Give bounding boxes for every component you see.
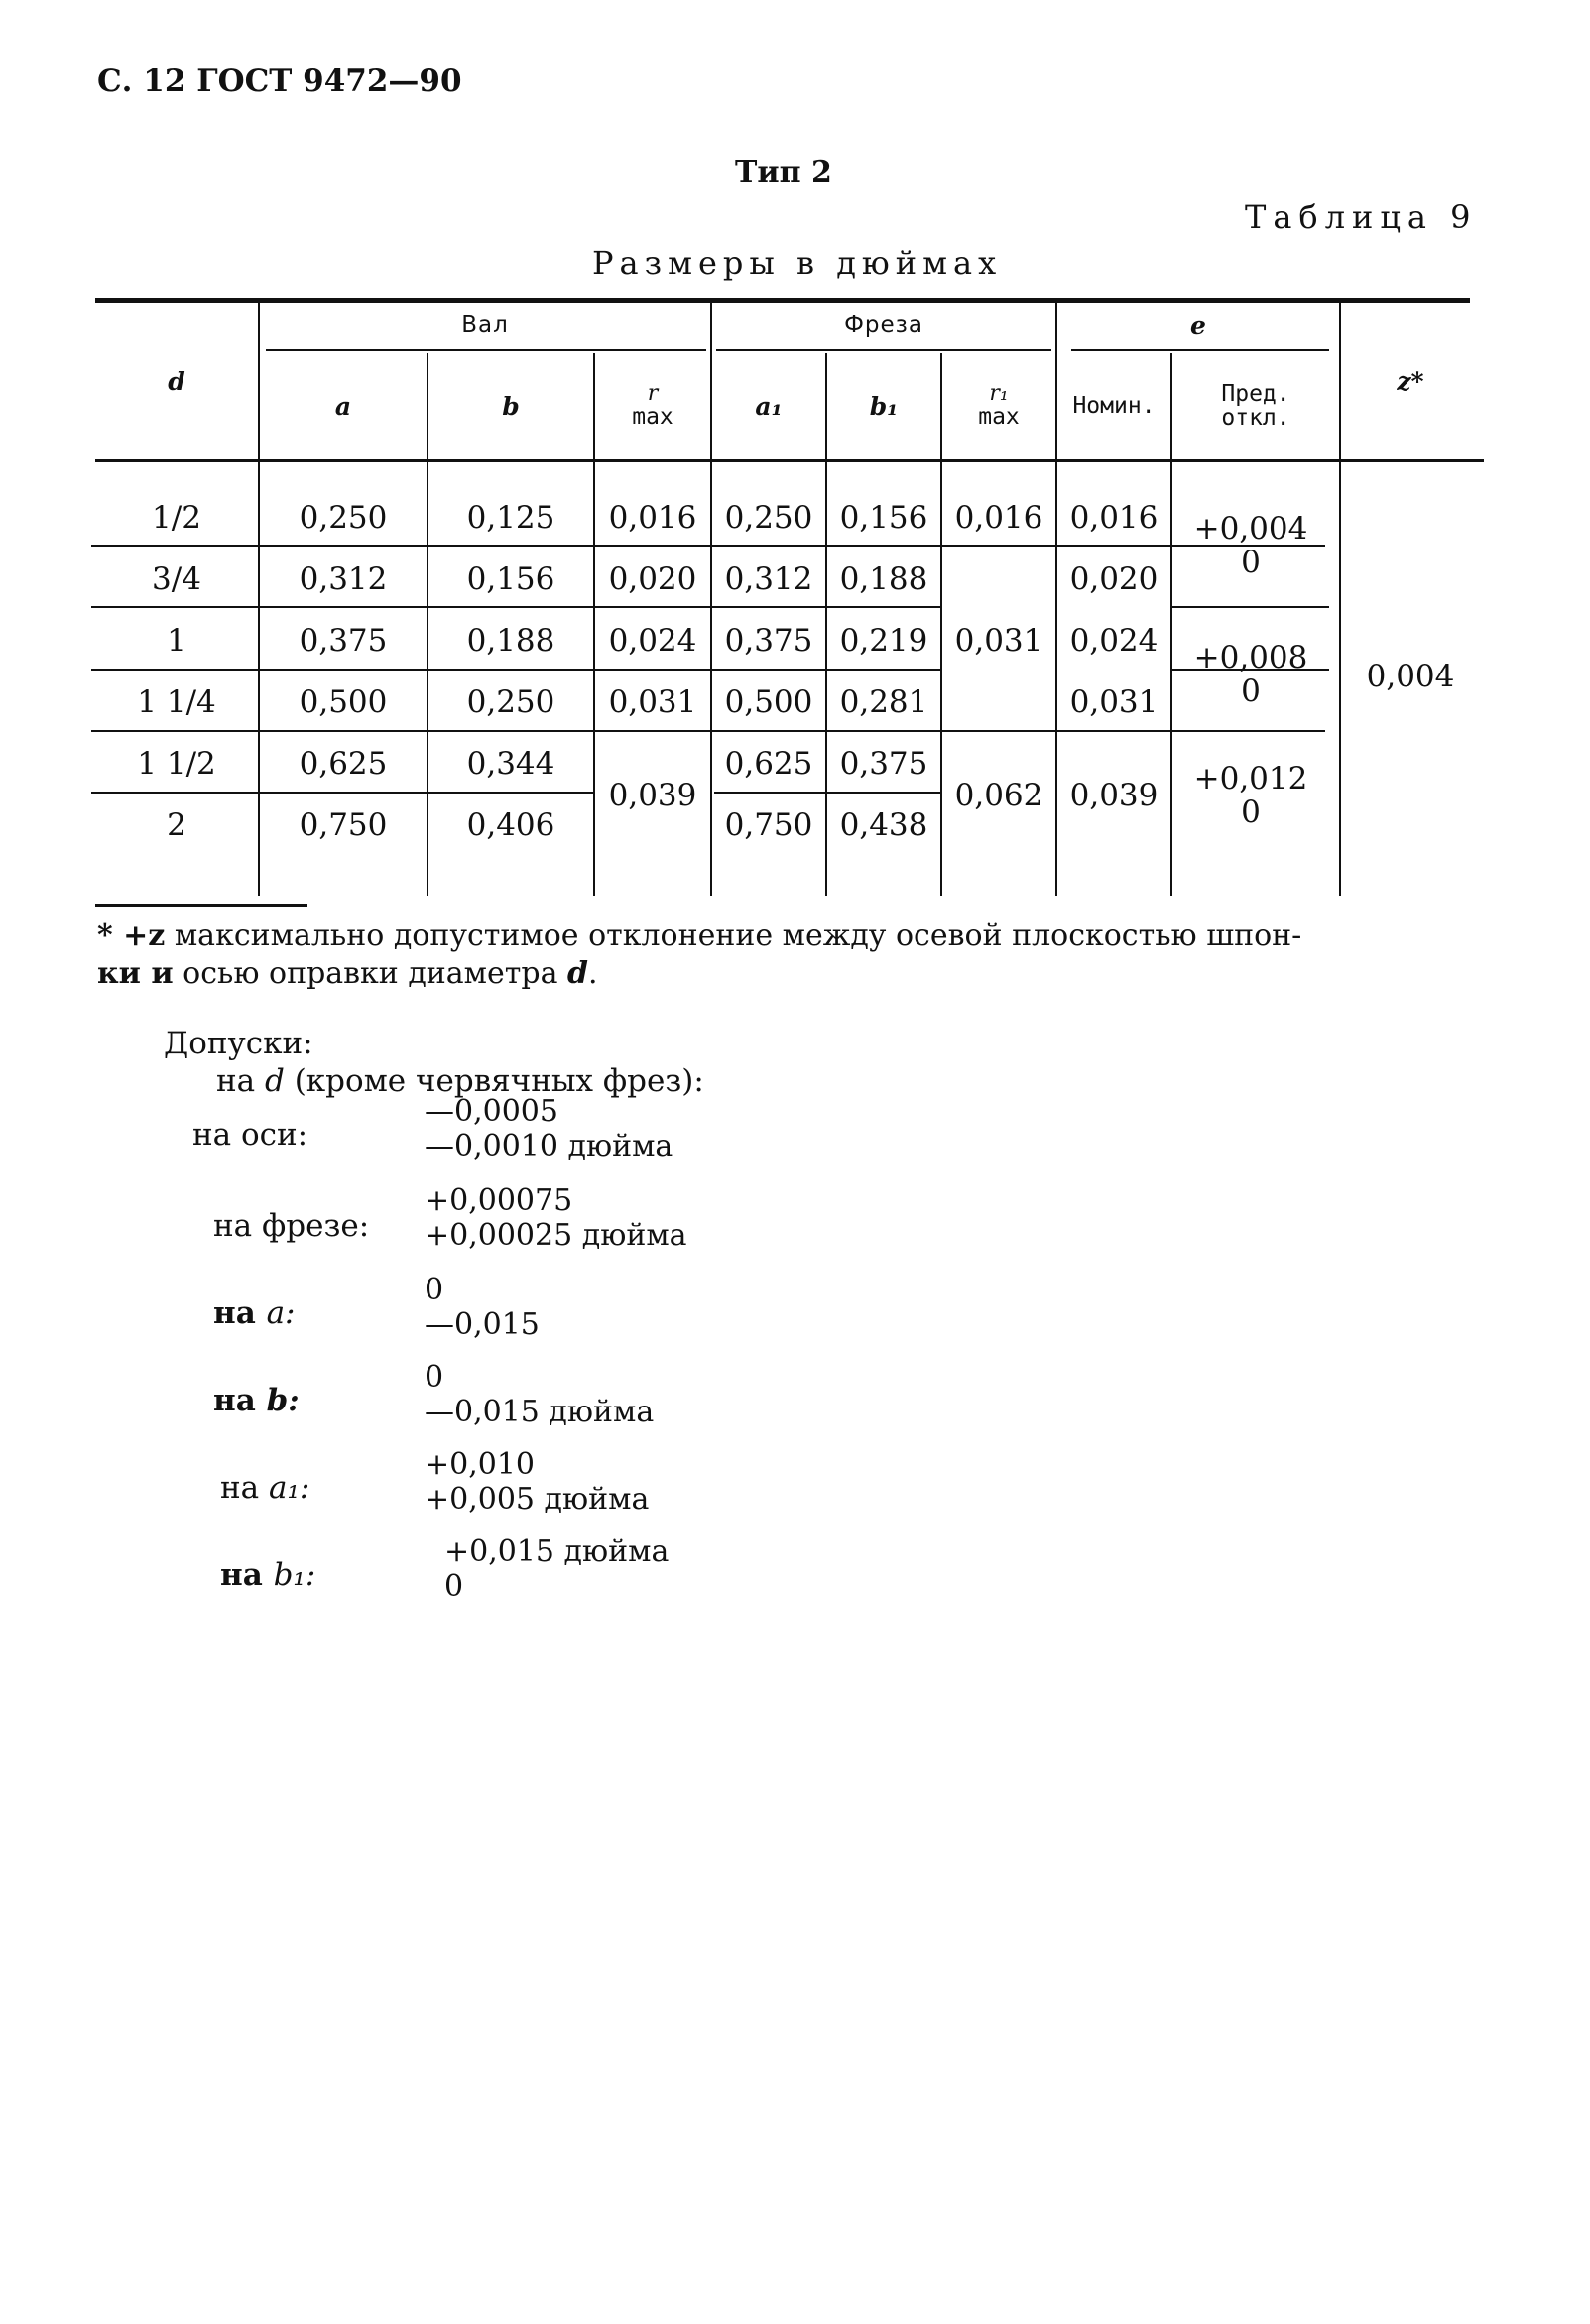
tolerance-top: +0,015 дюйма	[444, 1534, 670, 1569]
deviation-rule	[1172, 606, 1329, 608]
cell-r: 0,031	[608, 683, 697, 720]
footnote-line-2	[97, 955, 1301, 993]
row-rule	[91, 545, 1325, 547]
tolerance-label	[192, 1117, 307, 1153]
group-header-shaft: Вал	[461, 311, 509, 338]
header-bottom-rule	[95, 459, 1484, 462]
row-rule	[91, 606, 940, 608]
deviation-lower: 0	[1241, 795, 1261, 830]
table-subtitle: Размеры в дюймах	[592, 244, 1003, 282]
tolerance-top: 0	[425, 1273, 444, 1307]
type-title: Тип 2	[735, 155, 832, 189]
cell-e-nominal: 0,016	[1069, 499, 1159, 536]
tolerance-bottom: —0,015	[425, 1306, 540, 1342]
row-rule	[91, 669, 940, 671]
group-underline-cutter	[716, 349, 1051, 351]
col-header-r1-symbol: r₁	[989, 381, 1009, 407]
cell-b1: 0,375	[839, 745, 928, 782]
cell-a: 0,375	[299, 622, 388, 659]
group-header-e: e	[1190, 310, 1206, 340]
col-header-r1	[942, 353, 1055, 458]
cell-z-merged: 0,004	[1366, 658, 1455, 694]
footnote-line-1	[97, 917, 1301, 955]
tolerance-label-text: на	[220, 1557, 274, 1593]
group-underline-shaft	[266, 349, 706, 351]
tolerance-label-var: a₁:	[269, 1470, 310, 1506]
deviation-upper: +0,008	[1193, 639, 1308, 675]
cell-b: 0,250	[466, 683, 555, 720]
cell-a: 0,250	[299, 499, 388, 536]
cell-deviation	[1172, 496, 1329, 595]
col-header-b: b	[502, 391, 520, 421]
cell-b1: 0,219	[839, 622, 928, 659]
cell-r-merged: 0,039	[608, 777, 697, 813]
group-underline-e	[1071, 349, 1329, 351]
deviation-lower: 0	[1241, 545, 1261, 580]
tolerances-title: Допуски:	[164, 1026, 313, 1061]
row-rule	[91, 730, 1325, 732]
tolerance-values	[444, 1535, 669, 1604]
cell-r1-merged: 0,062	[954, 777, 1043, 813]
tolerance-label-var: a:	[266, 1295, 296, 1331]
cell-b1: 0,156	[839, 499, 928, 536]
footnote-end: .	[587, 955, 598, 991]
tolerance-values	[425, 1274, 540, 1342]
footnote-var: d	[567, 955, 588, 991]
table-top-rule	[95, 298, 1470, 303]
tolerances-sub-prefix: на	[216, 1063, 265, 1099]
tolerance-label-text: на	[213, 1295, 267, 1331]
col-header-r-symbol: r	[647, 381, 659, 407]
col-header-z: z*	[1397, 366, 1424, 396]
table-label: Таблица 9	[1245, 198, 1478, 236]
deviation-lower: 0	[1241, 673, 1261, 709]
col-header-d: d	[168, 366, 185, 396]
cell-deviation	[1172, 625, 1329, 724]
cell-b1: 0,438	[839, 806, 928, 843]
cell-b1: 0,281	[839, 683, 928, 720]
page-header: С. 12 ГОСТ 9472—90	[97, 63, 462, 99]
col-header-a1: a₁	[755, 391, 783, 421]
cell-a: 0,312	[299, 560, 388, 597]
cell-r: 0,020	[608, 560, 697, 597]
cell-a1: 0,312	[724, 560, 813, 597]
tolerances-sub-var: d	[265, 1063, 285, 1099]
cell-a1: 0,375	[724, 622, 813, 659]
cell-a1: 0,625	[724, 745, 813, 782]
tolerance-label	[220, 1470, 309, 1506]
tolerance-bottom: —0,0010 дюйма	[425, 1128, 673, 1163]
tolerance-top: +0,010	[425, 1447, 536, 1482]
cell-deviation	[1172, 746, 1329, 845]
cell-e-nominal: 0,024	[1069, 622, 1159, 659]
col-header-b1: b₁	[869, 391, 899, 421]
cell-b: 0,188	[466, 622, 555, 659]
group-header-cutter: Фреза	[844, 311, 923, 338]
deviation-upper: +0,012	[1193, 760, 1308, 796]
cell-e-nominal-merged: 0,039	[1069, 777, 1159, 813]
cell-d: 2	[167, 806, 186, 843]
tolerance-label-text: на	[213, 1383, 267, 1418]
footnote-text-1: максимально допустимое отклонение между осевой плоскостью шпон-	[165, 918, 1302, 953]
tolerance-bottom: +0,005 дюйма	[425, 1481, 650, 1517]
tolerance-label	[220, 1557, 315, 1593]
footnote-bold: ки и	[97, 955, 174, 991]
tolerance-label	[213, 1295, 296, 1331]
tolerance-label-text: на	[220, 1470, 269, 1506]
row-rule	[91, 792, 595, 794]
tolerance-label-text: на оси:	[192, 1117, 308, 1153]
cell-r1: 0,016	[954, 499, 1043, 536]
cell-a: 0,500	[299, 683, 388, 720]
tolerance-label	[213, 1208, 369, 1244]
col-header-nominal: Номин.	[1072, 392, 1156, 419]
row-rule	[714, 792, 940, 794]
col-header-r	[595, 353, 710, 458]
col-header-r-max: max	[632, 404, 673, 430]
tolerance-values	[425, 1095, 673, 1163]
tolerance-top: +0,00075	[425, 1183, 573, 1218]
col-header-deviation-line2: откл.	[1221, 405, 1290, 430]
cell-a1: 0,250	[724, 499, 813, 536]
cell-e-nominal: 0,020	[1069, 560, 1159, 597]
cell-d: 3/4	[152, 560, 201, 597]
tolerances-sub-suffix: (кроме червячных фрез):	[284, 1063, 704, 1099]
tolerance-values	[425, 1361, 654, 1429]
deviation-upper: +0,004	[1193, 510, 1308, 547]
cell-d: 1/2	[152, 499, 201, 536]
tolerance-values	[425, 1184, 687, 1253]
cell-d: 1 1/4	[137, 683, 216, 720]
cell-a1: 0,750	[724, 806, 813, 843]
tolerance-top: 0	[425, 1360, 444, 1395]
cell-b: 0,406	[466, 806, 555, 843]
col-header-deviation-line1: Пред.	[1221, 380, 1290, 407]
cell-b: 0,156	[466, 560, 555, 597]
cell-r: 0,016	[608, 499, 697, 536]
cell-a: 0,625	[299, 745, 388, 782]
cell-d: 1 1/2	[137, 745, 216, 782]
cell-d: 1	[167, 622, 186, 659]
tolerance-label-var: b:	[266, 1383, 300, 1418]
tolerance-label	[213, 1383, 300, 1418]
footnote-mark: * +z	[97, 918, 166, 953]
footnote-text-2: осью оправки диаметра	[173, 955, 567, 991]
cell-b: 0,344	[466, 745, 555, 782]
tolerance-values	[425, 1448, 649, 1517]
tolerance-label-text: на фрезе:	[213, 1208, 370, 1244]
tolerance-top: —0,0005	[425, 1094, 558, 1129]
tolerance-bottom: —0,015 дюйма	[425, 1394, 655, 1429]
cell-a1: 0,500	[724, 683, 813, 720]
col-header-a: a	[334, 391, 352, 421]
cell-b: 0,125	[466, 499, 555, 536]
footnote	[97, 917, 1301, 992]
tolerance-bottom: 0	[444, 1568, 464, 1604]
cell-e-nominal: 0,031	[1069, 683, 1159, 720]
cell-r: 0,024	[608, 622, 697, 659]
tolerance-label-var: b₁:	[273, 1557, 316, 1593]
col-header-deviation	[1172, 353, 1339, 458]
tolerance-bottom: +0,00025 дюйма	[425, 1217, 687, 1253]
cell-r1-merged: 0,031	[954, 622, 1043, 659]
cell-b1: 0,188	[839, 560, 928, 597]
table-bottom-rule	[95, 904, 307, 907]
cell-a: 0,750	[299, 806, 388, 843]
col-header-r1-max: max	[978, 404, 1020, 430]
